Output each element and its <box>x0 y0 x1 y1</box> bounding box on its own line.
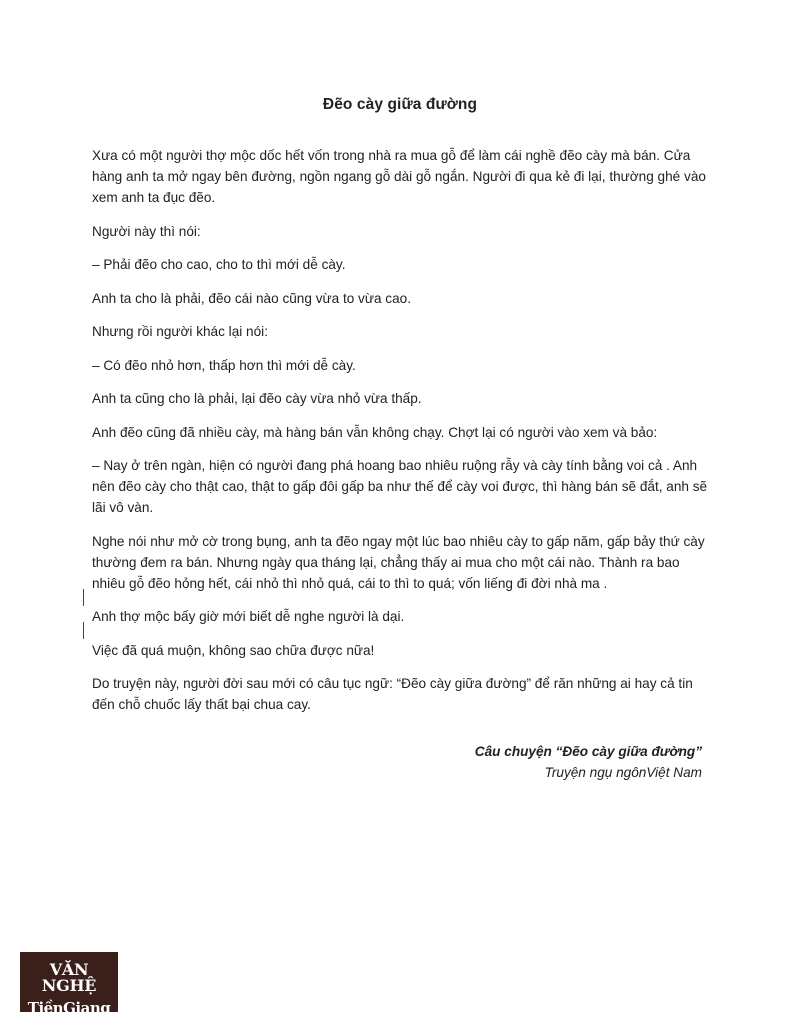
story-body <box>92 145 714 728</box>
signature <box>475 741 702 783</box>
paragraph: Anh ta cũng cho là phải, lại đẽo cày vừa nhỏ vừa thấp. <box>92 391 422 406</box>
paragraph: Anh ta cho là phải, đẽo cái nào cũng vừa to vừa cao. <box>92 290 411 306</box>
paragraph: Người này thì nói: <box>92 223 201 239</box>
paragraph: Nghe nói như mở cờ trong bụng, anh ta đẽo ngay một lúc bao nhiêu cày to gấp năm, gấp bảy thứ cày thường đem ra bán. Nhưng ngày qua tháng lại, chẳng thấy ai mua cho một cái nào. Thành ra bao nhiêu gỗ đẽo hỏng hết, cái nhỏ thì nhỏ quá, cái to thì to quá; vốn liếng đi đời nhà ma . <box>92 533 705 591</box>
paragraph: Anh thợ mộc bấy giờ mới biết dễ nghe người là dại. <box>92 609 405 624</box>
text-cursor-mark <box>83 589 84 606</box>
signature-title: Câu chuyện “Đẽo cày giữa đường” <box>474 744 702 759</box>
paragraph: – Có đẽo nhỏ hơn, thấp hơn thì mới dễ cày. <box>92 357 356 373</box>
paragraph: Việc đã quá muộn, không sao chữa được nữa! <box>92 642 375 658</box>
document-title: Đẽo cày giữa đường <box>322 96 478 113</box>
paragraph: Nhưng rồi người khác lại nói: <box>92 324 268 339</box>
paragraph: – Nay ở trên ngàn, hiện có người đang phá hoang bao nhiêu ruộng rẫy và cày tính bằng voi cả . Anh nên đẽo cày cho thật cao, thật to gấp đôi gấp ba như thế để cày voi được, thì hàng bán sẽ đắt, anh sẽ lãi vô vàn. <box>92 458 708 515</box>
van-nghe-tien-giang-logo <box>20 952 118 1017</box>
paragraph: Anh đẽo cũng đã nhiều cày, mà hàng bán vẫn không chạy. Chợt lại có người vào xem và bảo: <box>92 424 658 440</box>
paragraph: Do truyện này, người đời sau mới có câu tục ngữ: “Đẽo cày giữa đường” để răn những ai hay cả tin đến chỗ chuốc lấy thất bại chua cay. <box>92 676 693 712</box>
paragraph: Xưa có một người thợ mộc dốc hết vốn trong nhà ra mua gỗ để làm cái nghề đẽo cày mà bán. Cửa hàng anh ta mở ngay bên đường, ngồn ngang gỗ dài gỗ ngắn. Người đi qua kẻ đi lại, thường ghé vào xem anh ta đục đẽo. <box>92 148 706 205</box>
logo-line-2: TiềnGiang <box>27 999 111 1017</box>
signature-source: Truyện ngụ ngônViệt Nam <box>544 765 702 780</box>
logo-line-1: VĂN NGHỆ <box>41 960 97 995</box>
text-cursor-mark <box>83 622 84 639</box>
paragraph: – Phải đẽo cho cao, cho to thì mới dễ cày. <box>92 257 346 272</box>
